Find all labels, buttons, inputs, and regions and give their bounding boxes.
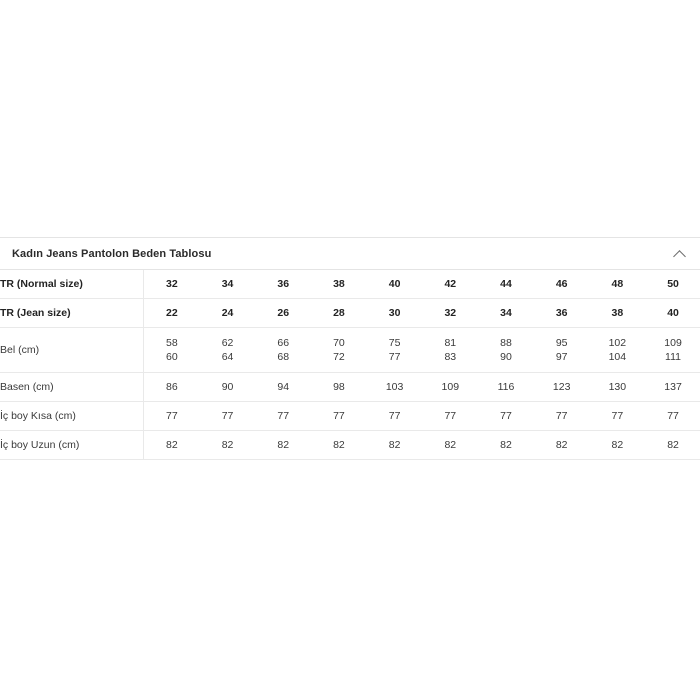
table-cell: 36: [255, 270, 311, 299]
table-cell-value-max: 111: [665, 351, 682, 363]
table-cell: 77: [422, 402, 478, 431]
table-cell: 82: [645, 431, 700, 460]
table-cell-value-max: 77: [388, 351, 401, 363]
table-cell-value-max: 64: [221, 351, 234, 363]
table-cell-value-max: 72: [333, 351, 345, 363]
table-cell: 32: [422, 299, 478, 328]
table-cell: [478, 328, 534, 373]
table-row: [0, 299, 700, 328]
table-cell: 82: [422, 431, 478, 460]
table-cell: 26: [255, 299, 311, 328]
table-cell: 82: [255, 431, 311, 460]
table-row: [0, 270, 700, 299]
table-cell-value-min: 58: [166, 337, 178, 349]
table-cell: 130: [590, 373, 646, 402]
table-cell: 30: [367, 299, 423, 328]
table-cell: 82: [590, 431, 646, 460]
page-title: Kadın Jeans Pantolon Beden Tablosu: [12, 247, 212, 260]
table-row: [0, 373, 700, 402]
table-cell: 42: [422, 270, 478, 299]
table-cell: 34: [200, 270, 256, 299]
table-cell: 34: [478, 299, 534, 328]
chevron-up-icon[interactable]: [674, 247, 688, 261]
table-cell: 77: [478, 402, 534, 431]
table-cell-value-min: 70: [333, 337, 345, 349]
table-cell-value-min: 81: [444, 337, 457, 349]
table-cell: 77: [200, 402, 256, 431]
table-cell-value-min: 62: [221, 337, 234, 349]
table-cell: 28: [311, 299, 367, 328]
table-cell: 90: [200, 373, 256, 402]
size-chart-table: [0, 270, 700, 460]
table-cell: 86: [144, 373, 200, 402]
table-cell-value-max: 83: [444, 351, 457, 363]
table-cell-value-min: 75: [388, 337, 401, 349]
row-label: İç boy Kısa (cm): [0, 402, 144, 431]
table-cell: 32: [144, 270, 200, 299]
table-cell: 82: [200, 431, 256, 460]
table-cell: 22: [144, 299, 200, 328]
table-cell: [422, 328, 478, 373]
row-label: TR (Normal size): [0, 270, 144, 299]
table-cell: 77: [367, 402, 423, 431]
table-cell: 40: [645, 299, 700, 328]
table-cell: [255, 328, 311, 373]
row-label: TR (Jean size): [0, 299, 144, 328]
table-cell: [590, 328, 646, 373]
table-cell: 38: [311, 270, 367, 299]
table-cell: 82: [144, 431, 200, 460]
table-cell: 50: [645, 270, 700, 299]
table-cell-value-min: 95: [555, 337, 568, 349]
table-cell: 77: [144, 402, 200, 431]
table-cell: 123: [534, 373, 590, 402]
table-cell-value-max: 60: [166, 351, 178, 363]
table-cell-value-max: 104: [608, 351, 627, 363]
row-label: Basen (cm): [0, 373, 144, 402]
table-cell: [311, 328, 367, 373]
table-cell: 94: [255, 373, 311, 402]
table-cell: [367, 328, 423, 373]
table-cell: [645, 328, 700, 373]
table-row: [0, 328, 700, 373]
table-cell: 38: [590, 299, 646, 328]
table-cell: 82: [534, 431, 590, 460]
table-cell: 77: [311, 402, 367, 431]
table-cell: 82: [311, 431, 367, 460]
table-cell: [534, 328, 590, 373]
table-cell: 46: [534, 270, 590, 299]
table-cell: 44: [478, 270, 534, 299]
table-cell-value-max: 68: [277, 351, 290, 363]
table-cell: 109: [422, 373, 478, 402]
row-label: Bel (cm): [0, 328, 144, 373]
table-cell: [144, 328, 200, 373]
table-cell: 77: [645, 402, 700, 431]
table-cell: 40: [367, 270, 423, 299]
table-cell-value-min: 88: [500, 337, 512, 349]
table-cell: 82: [367, 431, 423, 460]
table-cell-value-max: 90: [500, 351, 512, 363]
table-cell-value-min: 66: [277, 337, 290, 349]
table-cell: 82: [478, 431, 534, 460]
row-label: İç boy Uzun (cm): [0, 431, 144, 460]
table-cell: 36: [534, 299, 590, 328]
table-cell: 103: [367, 373, 423, 402]
size-chart-table-body: [0, 270, 700, 460]
table-cell: 77: [590, 402, 646, 431]
size-chart-panel-header[interactable]: [0, 237, 700, 270]
size-chart-panel: [0, 237, 700, 460]
table-cell: 137: [645, 373, 700, 402]
table-cell-value-min: 102: [608, 337, 627, 349]
table-cell: 98: [311, 373, 367, 402]
table-cell: 77: [534, 402, 590, 431]
table-cell-value-min: 109: [664, 337, 682, 349]
table-cell: 48: [590, 270, 646, 299]
table-cell: 24: [200, 299, 256, 328]
table-row: [0, 402, 700, 431]
table-row: [0, 431, 700, 460]
table-cell: 116: [478, 373, 534, 402]
table-cell: [200, 328, 256, 373]
table-cell: 77: [255, 402, 311, 431]
table-cell-value-max: 97: [555, 351, 568, 363]
